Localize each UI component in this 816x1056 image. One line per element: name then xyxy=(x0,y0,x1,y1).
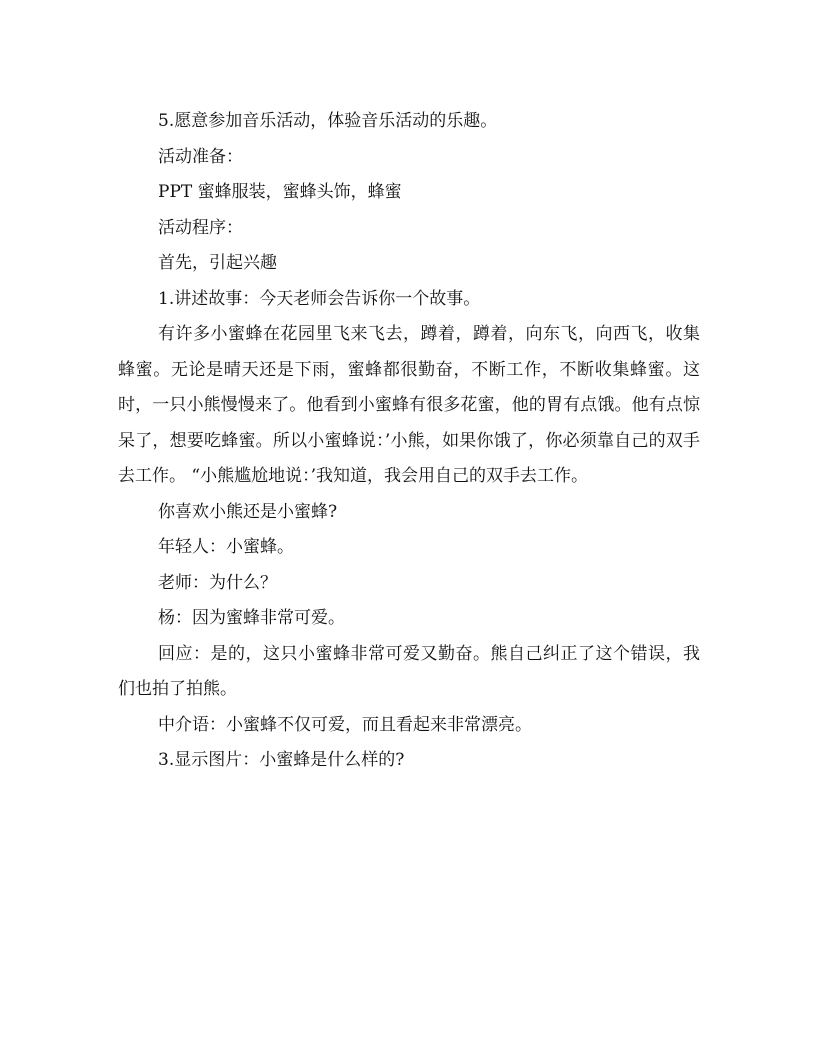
paragraph-response: 回应：是的，这只小蜜蜂非常可爱又勤奋。熊自己纠正了这个错误，我们也拍了拍熊。 xyxy=(118,643,700,699)
paragraph-story-intro: 1.讲述故事：今天老师会告诉你一个故事。 xyxy=(158,288,481,309)
paragraph-procedure-heading: 活动程序： xyxy=(158,217,243,238)
paragraph-step-first: 首先，引起兴趣 xyxy=(158,253,277,273)
paragraph-preparation-heading: 活动准备： xyxy=(158,146,243,167)
paragraph-step-3: 3.显示图片：小蜜蜂是什么样的? xyxy=(158,750,405,770)
paragraph-preparation-items: PPT 蜜蜂服装，蜜蜂头饰，蜂蜜 xyxy=(158,182,402,202)
document-body xyxy=(118,104,700,779)
paragraph-answer-yang: 杨：因为蜜蜂非常可爱。 xyxy=(158,608,345,628)
paragraph-answer-children: 年轻人：小蜜蜂。 xyxy=(158,537,294,557)
paragraph-teacher-question: 老师：为什么？ xyxy=(158,572,277,593)
paragraph-story: 有许多小蜜蜂在花园里飞来飞去，蹲着，蹲着，向东飞，向西飞，收集蜂蜜。无论是晴天还是下雨，蜜蜂都很勤奋，不断工作，不断收集蜂蜜。这时，一只小熊慢慢来了。他看到小蜜蜂有很多花蜜，他的胃有点饿。他有点惊呆了，想要吃蜂蜜。所以小蜜蜂说：’小熊，如果你饿了，你必须靠自己的双手去工作。 “小熊尴尬地说：’我知道，我会用自己的双手去工作。 xyxy=(118,324,700,486)
paragraph-transition: 中介语：小蜜蜂不仅可爱，而且看起来非常漂亮。 xyxy=(158,714,532,735)
paragraph-goal-5: 5.愿意参加音乐活动，体验音乐活动的乐趣。 xyxy=(158,111,498,131)
paragraph-question: 你喜欢小熊还是小蜜蜂? xyxy=(158,501,338,522)
